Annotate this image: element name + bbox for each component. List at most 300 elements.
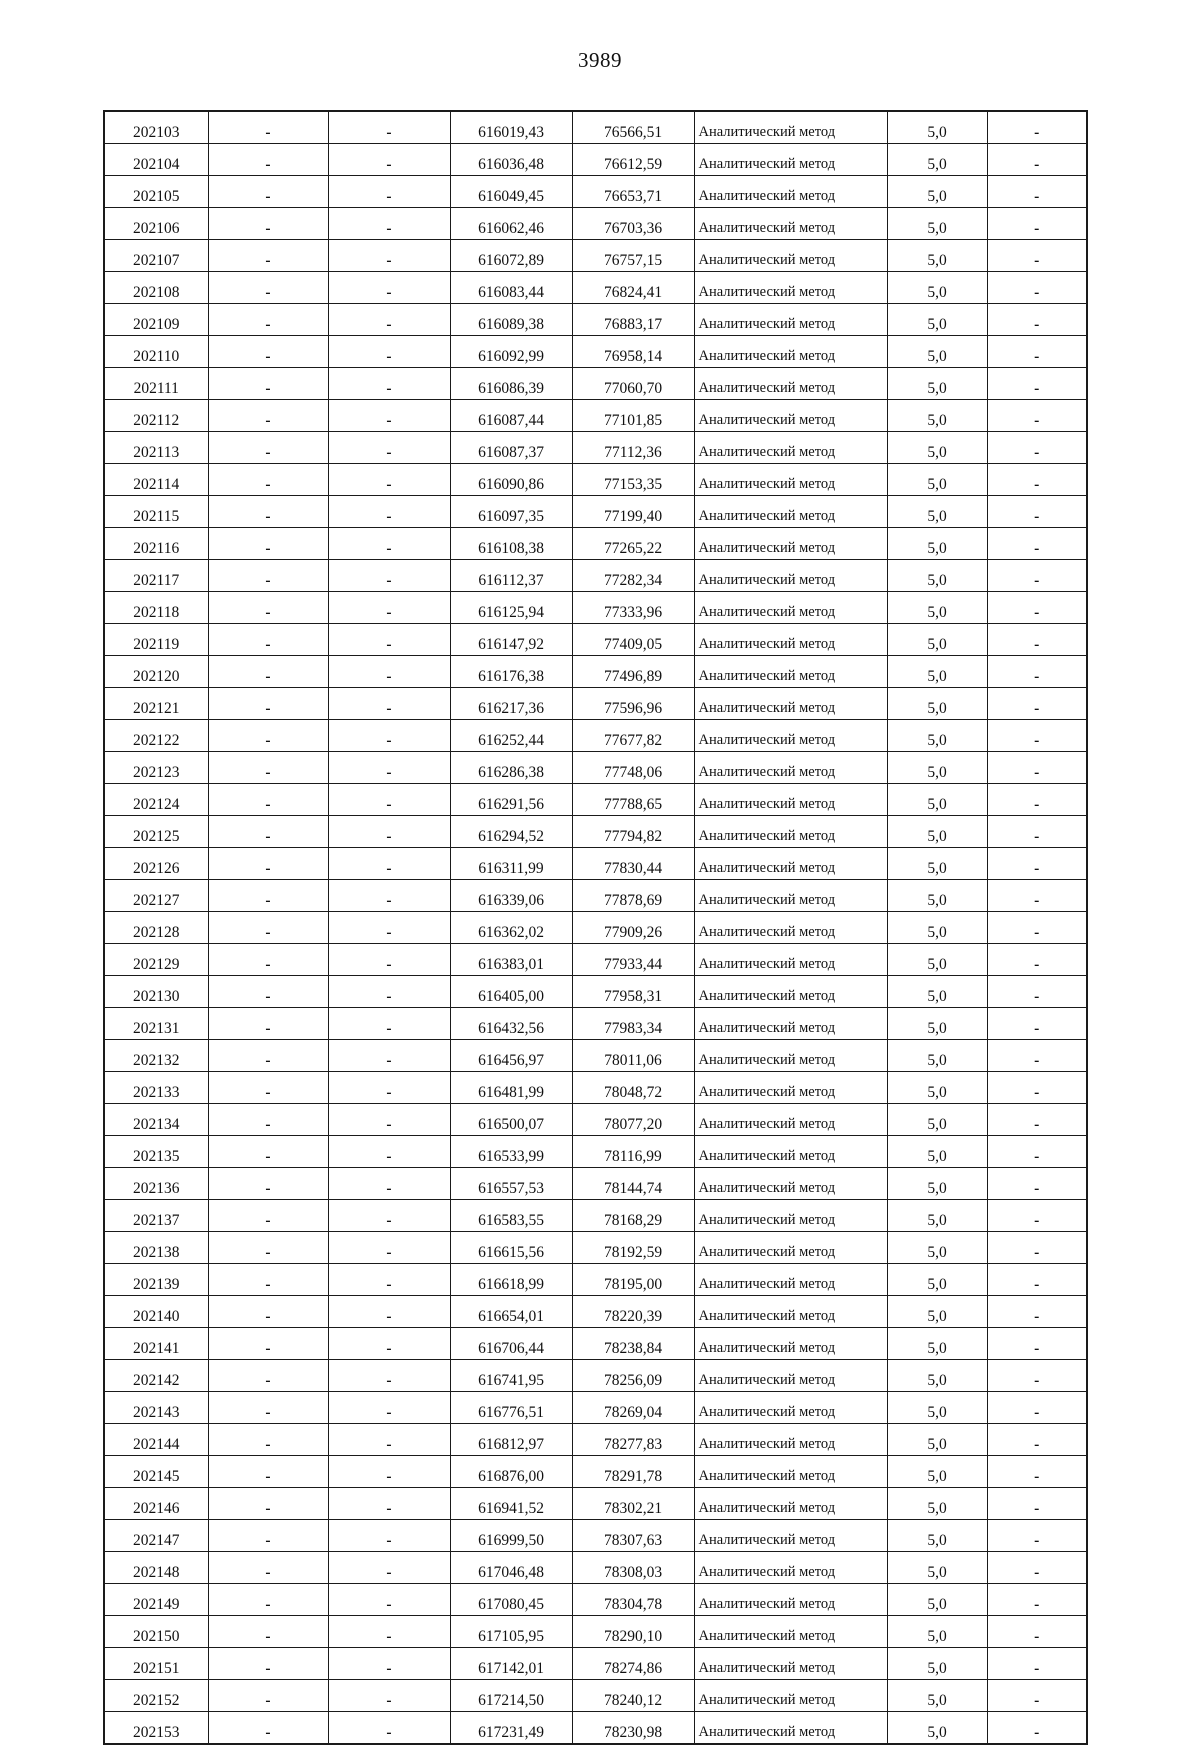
accuracy-cell: 5,0 xyxy=(887,144,987,176)
dash-cell: - xyxy=(208,432,328,464)
dash-cell: - xyxy=(208,1360,328,1392)
dash-cell: - xyxy=(987,144,1087,176)
x-coordinate-cell: 616291,56 xyxy=(450,784,572,816)
x-coordinate-cell: 616812,97 xyxy=(450,1424,572,1456)
method-cell: Аналитический метод xyxy=(694,976,887,1008)
dash-cell: - xyxy=(208,688,328,720)
dash-cell: - xyxy=(987,592,1087,624)
accuracy-cell: 5,0 xyxy=(887,816,987,848)
table-row xyxy=(104,1392,1087,1424)
y-coordinate-cell: 78230,98 xyxy=(572,1712,694,1745)
point-number-cell: 202121 xyxy=(104,688,208,720)
accuracy-cell: 5,0 xyxy=(887,560,987,592)
table-row xyxy=(104,1520,1087,1552)
point-number-cell: 202135 xyxy=(104,1136,208,1168)
table-row xyxy=(104,752,1087,784)
dash-cell: - xyxy=(328,304,450,336)
point-number-cell: 202127 xyxy=(104,880,208,912)
dash-cell: - xyxy=(987,784,1087,816)
dash-cell: - xyxy=(987,1424,1087,1456)
method-cell: Аналитический метод xyxy=(694,848,887,880)
table-row xyxy=(104,880,1087,912)
x-coordinate-cell: 616083,44 xyxy=(450,272,572,304)
accuracy-cell: 5,0 xyxy=(887,944,987,976)
method-cell: Аналитический метод xyxy=(694,720,887,752)
accuracy-cell: 5,0 xyxy=(887,1584,987,1616)
dash-cell: - xyxy=(208,1520,328,1552)
table-row xyxy=(104,1264,1087,1296)
y-coordinate-cell: 76566,51 xyxy=(572,111,694,144)
x-coordinate-cell: 616999,50 xyxy=(450,1520,572,1552)
dash-cell: - xyxy=(328,144,450,176)
dash-cell: - xyxy=(208,1264,328,1296)
dash-cell: - xyxy=(208,272,328,304)
y-coordinate-cell: 77748,06 xyxy=(572,752,694,784)
point-number-cell: 202153 xyxy=(104,1712,208,1745)
accuracy-cell: 5,0 xyxy=(887,400,987,432)
point-number-cell: 202115 xyxy=(104,496,208,528)
dash-cell: - xyxy=(987,656,1087,688)
point-number-cell: 202142 xyxy=(104,1360,208,1392)
accuracy-cell: 5,0 xyxy=(887,111,987,144)
dash-cell: - xyxy=(208,528,328,560)
dash-cell: - xyxy=(987,304,1087,336)
x-coordinate-cell: 616776,51 xyxy=(450,1392,572,1424)
y-coordinate-cell: 76653,71 xyxy=(572,176,694,208)
dash-cell: - xyxy=(987,1264,1087,1296)
dash-cell: - xyxy=(208,400,328,432)
y-coordinate-cell: 78302,21 xyxy=(572,1488,694,1520)
point-number-cell: 202145 xyxy=(104,1456,208,1488)
x-coordinate-cell: 616941,52 xyxy=(450,1488,572,1520)
x-coordinate-cell: 616557,53 xyxy=(450,1168,572,1200)
coordinates-table xyxy=(103,110,1088,1745)
y-coordinate-cell: 77060,70 xyxy=(572,368,694,400)
method-cell: Аналитический метод xyxy=(694,1136,887,1168)
x-coordinate-cell: 616049,45 xyxy=(450,176,572,208)
accuracy-cell: 5,0 xyxy=(887,368,987,400)
y-coordinate-cell: 76824,41 xyxy=(572,272,694,304)
table-row xyxy=(104,1680,1087,1712)
dash-cell: - xyxy=(328,1040,450,1072)
dash-cell: - xyxy=(328,624,450,656)
point-number-cell: 202144 xyxy=(104,1424,208,1456)
table-row xyxy=(104,1456,1087,1488)
dash-cell: - xyxy=(208,720,328,752)
point-number-cell: 202139 xyxy=(104,1264,208,1296)
x-coordinate-cell: 616583,55 xyxy=(450,1200,572,1232)
dash-cell: - xyxy=(328,1328,450,1360)
y-coordinate-cell: 77909,26 xyxy=(572,912,694,944)
method-cell: Аналитический метод xyxy=(694,272,887,304)
dash-cell: - xyxy=(987,1456,1087,1488)
point-number-cell: 202134 xyxy=(104,1104,208,1136)
y-coordinate-cell: 78274,86 xyxy=(572,1648,694,1680)
dash-cell: - xyxy=(328,752,450,784)
y-coordinate-cell: 78307,63 xyxy=(572,1520,694,1552)
table-row xyxy=(104,144,1087,176)
dash-cell: - xyxy=(328,1296,450,1328)
accuracy-cell: 5,0 xyxy=(887,1072,987,1104)
x-coordinate-cell: 617214,50 xyxy=(450,1680,572,1712)
dash-cell: - xyxy=(208,1616,328,1648)
point-number-cell: 202116 xyxy=(104,528,208,560)
point-number-cell: 202138 xyxy=(104,1232,208,1264)
dash-cell: - xyxy=(328,111,450,144)
dash-cell: - xyxy=(987,272,1087,304)
table-row xyxy=(104,1648,1087,1680)
dash-cell: - xyxy=(328,976,450,1008)
table-row xyxy=(104,944,1087,976)
dash-cell: - xyxy=(328,208,450,240)
point-number-cell: 202113 xyxy=(104,432,208,464)
dash-cell: - xyxy=(328,1168,450,1200)
dash-cell: - xyxy=(208,880,328,912)
point-number-cell: 202125 xyxy=(104,816,208,848)
y-coordinate-cell: 77496,89 xyxy=(572,656,694,688)
x-coordinate-cell: 617142,01 xyxy=(450,1648,572,1680)
y-coordinate-cell: 77983,34 xyxy=(572,1008,694,1040)
table-row xyxy=(104,1616,1087,1648)
y-coordinate-cell: 77409,05 xyxy=(572,624,694,656)
accuracy-cell: 5,0 xyxy=(887,240,987,272)
dash-cell: - xyxy=(208,1104,328,1136)
dash-cell: - xyxy=(328,1008,450,1040)
accuracy-cell: 5,0 xyxy=(887,1040,987,1072)
point-number-cell: 202109 xyxy=(104,304,208,336)
accuracy-cell: 5,0 xyxy=(887,304,987,336)
x-coordinate-cell: 616432,56 xyxy=(450,1008,572,1040)
accuracy-cell: 5,0 xyxy=(887,1136,987,1168)
accuracy-cell: 5,0 xyxy=(887,1648,987,1680)
method-cell: Аналитический метод xyxy=(694,240,887,272)
dash-cell: - xyxy=(987,1680,1087,1712)
method-cell: Аналитический метод xyxy=(694,688,887,720)
dash-cell: - xyxy=(987,240,1087,272)
dash-cell: - xyxy=(208,752,328,784)
dash-cell: - xyxy=(328,1424,450,1456)
dash-cell: - xyxy=(987,1136,1087,1168)
table-row xyxy=(104,592,1087,624)
dash-cell: - xyxy=(208,144,328,176)
dash-cell: - xyxy=(987,336,1087,368)
accuracy-cell: 5,0 xyxy=(887,1616,987,1648)
y-coordinate-cell: 78195,00 xyxy=(572,1264,694,1296)
accuracy-cell: 5,0 xyxy=(887,1232,987,1264)
y-coordinate-cell: 78238,84 xyxy=(572,1328,694,1360)
y-coordinate-cell: 77199,40 xyxy=(572,496,694,528)
x-coordinate-cell: 616706,44 xyxy=(450,1328,572,1360)
dash-cell: - xyxy=(208,624,328,656)
method-cell: Аналитический метод xyxy=(694,912,887,944)
y-coordinate-cell: 78144,74 xyxy=(572,1168,694,1200)
x-coordinate-cell: 616019,43 xyxy=(450,111,572,144)
accuracy-cell: 5,0 xyxy=(887,1520,987,1552)
accuracy-cell: 5,0 xyxy=(887,1456,987,1488)
dash-cell: - xyxy=(987,208,1087,240)
dash-cell: - xyxy=(328,464,450,496)
method-cell: Аналитический метод xyxy=(694,1616,887,1648)
method-cell: Аналитический метод xyxy=(694,496,887,528)
point-number-cell: 202148 xyxy=(104,1552,208,1584)
y-coordinate-cell: 77830,44 xyxy=(572,848,694,880)
dash-cell: - xyxy=(328,528,450,560)
dash-cell: - xyxy=(987,1296,1087,1328)
x-coordinate-cell: 616176,38 xyxy=(450,656,572,688)
x-coordinate-cell: 616217,36 xyxy=(450,688,572,720)
accuracy-cell: 5,0 xyxy=(887,528,987,560)
point-number-cell: 202126 xyxy=(104,848,208,880)
table-row xyxy=(104,1328,1087,1360)
accuracy-cell: 5,0 xyxy=(887,464,987,496)
x-coordinate-cell: 616097,35 xyxy=(450,496,572,528)
dash-cell: - xyxy=(208,1040,328,1072)
y-coordinate-cell: 78192,59 xyxy=(572,1232,694,1264)
table-row xyxy=(104,176,1087,208)
accuracy-cell: 5,0 xyxy=(887,688,987,720)
dash-cell: - xyxy=(987,1648,1087,1680)
y-coordinate-cell: 77153,35 xyxy=(572,464,694,496)
y-coordinate-cell: 78011,06 xyxy=(572,1040,694,1072)
dash-cell: - xyxy=(987,912,1087,944)
dash-cell: - xyxy=(328,656,450,688)
dash-cell: - xyxy=(328,848,450,880)
x-coordinate-cell: 616087,44 xyxy=(450,400,572,432)
table-row xyxy=(104,1584,1087,1616)
method-cell: Аналитический метод xyxy=(694,1424,887,1456)
accuracy-cell: 5,0 xyxy=(887,752,987,784)
dash-cell: - xyxy=(328,944,450,976)
method-cell: Аналитический метод xyxy=(694,1200,887,1232)
accuracy-cell: 5,0 xyxy=(887,848,987,880)
table-row xyxy=(104,1232,1087,1264)
y-coordinate-cell: 78048,72 xyxy=(572,1072,694,1104)
y-coordinate-cell: 78291,78 xyxy=(572,1456,694,1488)
x-coordinate-cell: 616092,99 xyxy=(450,336,572,368)
point-number-cell: 202123 xyxy=(104,752,208,784)
accuracy-cell: 5,0 xyxy=(887,1104,987,1136)
y-coordinate-cell: 78269,04 xyxy=(572,1392,694,1424)
dash-cell: - xyxy=(987,1200,1087,1232)
x-coordinate-cell: 616087,37 xyxy=(450,432,572,464)
method-cell: Аналитический метод xyxy=(694,1360,887,1392)
dash-cell: - xyxy=(328,720,450,752)
method-cell: Аналитический метод xyxy=(694,656,887,688)
method-cell: Аналитический метод xyxy=(694,464,887,496)
accuracy-cell: 5,0 xyxy=(887,1296,987,1328)
y-coordinate-cell: 78308,03 xyxy=(572,1552,694,1584)
dash-cell: - xyxy=(987,1008,1087,1040)
point-number-cell: 202130 xyxy=(104,976,208,1008)
dash-cell: - xyxy=(208,592,328,624)
dash-cell: - xyxy=(987,1104,1087,1136)
accuracy-cell: 5,0 xyxy=(887,1200,987,1232)
method-cell: Аналитический метод xyxy=(694,624,887,656)
accuracy-cell: 5,0 xyxy=(887,624,987,656)
method-cell: Аналитический метод xyxy=(694,1264,887,1296)
point-number-cell: 202136 xyxy=(104,1168,208,1200)
method-cell: Аналитический метод xyxy=(694,880,887,912)
dash-cell: - xyxy=(208,1488,328,1520)
point-number-cell: 202137 xyxy=(104,1200,208,1232)
dash-cell: - xyxy=(328,1104,450,1136)
x-coordinate-cell: 616062,46 xyxy=(450,208,572,240)
table-row xyxy=(104,1552,1087,1584)
method-cell: Аналитический метод xyxy=(694,336,887,368)
dash-cell: - xyxy=(328,496,450,528)
table-row xyxy=(104,464,1087,496)
table-row xyxy=(104,111,1087,144)
point-number-cell: 202117 xyxy=(104,560,208,592)
method-cell: Аналитический метод xyxy=(694,1552,887,1584)
y-coordinate-cell: 77101,85 xyxy=(572,400,694,432)
x-coordinate-cell: 616311,99 xyxy=(450,848,572,880)
method-cell: Аналитический метод xyxy=(694,592,887,624)
dash-cell: - xyxy=(328,1520,450,1552)
table-row xyxy=(104,368,1087,400)
x-coordinate-cell: 616654,01 xyxy=(450,1296,572,1328)
dash-cell: - xyxy=(987,1616,1087,1648)
x-coordinate-cell: 616481,99 xyxy=(450,1072,572,1104)
dash-cell: - xyxy=(328,240,450,272)
dash-cell: - xyxy=(987,432,1087,464)
point-number-cell: 202146 xyxy=(104,1488,208,1520)
point-number-cell: 202149 xyxy=(104,1584,208,1616)
accuracy-cell: 5,0 xyxy=(887,912,987,944)
y-coordinate-cell: 76883,17 xyxy=(572,304,694,336)
method-cell: Аналитический метод xyxy=(694,1168,887,1200)
dash-cell: - xyxy=(328,1552,450,1584)
accuracy-cell: 5,0 xyxy=(887,432,987,464)
dash-cell: - xyxy=(987,720,1087,752)
y-coordinate-cell: 77933,44 xyxy=(572,944,694,976)
dash-cell: - xyxy=(328,176,450,208)
dash-cell: - xyxy=(208,656,328,688)
dash-cell: - xyxy=(208,1584,328,1616)
accuracy-cell: 5,0 xyxy=(887,1424,987,1456)
method-cell: Аналитический метод xyxy=(694,400,887,432)
point-number-cell: 202103 xyxy=(104,111,208,144)
accuracy-cell: 5,0 xyxy=(887,1552,987,1584)
dash-cell: - xyxy=(987,624,1087,656)
dash-cell: - xyxy=(208,1424,328,1456)
accuracy-cell: 5,0 xyxy=(887,336,987,368)
table-row xyxy=(104,304,1087,336)
table-row xyxy=(104,1008,1087,1040)
point-number-cell: 202107 xyxy=(104,240,208,272)
table-row xyxy=(104,1200,1087,1232)
dash-cell: - xyxy=(987,1072,1087,1104)
dash-cell: - xyxy=(987,1168,1087,1200)
table-row xyxy=(104,560,1087,592)
y-coordinate-cell: 77794,82 xyxy=(572,816,694,848)
dash-cell: - xyxy=(328,432,450,464)
dash-cell: - xyxy=(208,1328,328,1360)
dash-cell: - xyxy=(208,1200,328,1232)
method-cell: Аналитический метод xyxy=(694,1648,887,1680)
dash-cell: - xyxy=(987,1360,1087,1392)
dash-cell: - xyxy=(208,336,328,368)
method-cell: Аналитический метод xyxy=(694,1488,887,1520)
dash-cell: - xyxy=(987,976,1087,1008)
method-cell: Аналитический метод xyxy=(694,1104,887,1136)
y-coordinate-cell: 77596,96 xyxy=(572,688,694,720)
table-row xyxy=(104,240,1087,272)
accuracy-cell: 5,0 xyxy=(887,880,987,912)
y-coordinate-cell: 78240,12 xyxy=(572,1680,694,1712)
table-row xyxy=(104,784,1087,816)
method-cell: Аналитический метод xyxy=(694,528,887,560)
x-coordinate-cell: 616383,01 xyxy=(450,944,572,976)
dash-cell: - xyxy=(208,1680,328,1712)
dash-cell: - xyxy=(987,1520,1087,1552)
accuracy-cell: 5,0 xyxy=(887,592,987,624)
point-number-cell: 202105 xyxy=(104,176,208,208)
table-row xyxy=(104,1104,1087,1136)
method-cell: Аналитический метод xyxy=(694,784,887,816)
method-cell: Аналитический метод xyxy=(694,1392,887,1424)
point-number-cell: 202119 xyxy=(104,624,208,656)
method-cell: Аналитический метод xyxy=(694,111,887,144)
table-row xyxy=(104,400,1087,432)
dash-cell: - xyxy=(208,304,328,336)
y-coordinate-cell: 78304,78 xyxy=(572,1584,694,1616)
y-coordinate-cell: 77282,34 xyxy=(572,560,694,592)
table-row xyxy=(104,1136,1087,1168)
dash-cell: - xyxy=(987,528,1087,560)
x-coordinate-cell: 616086,39 xyxy=(450,368,572,400)
dash-cell: - xyxy=(328,1712,450,1745)
x-coordinate-cell: 616533,99 xyxy=(450,1136,572,1168)
dash-cell: - xyxy=(987,1552,1087,1584)
table-row xyxy=(104,1424,1087,1456)
dash-cell: - xyxy=(208,944,328,976)
dash-cell: - xyxy=(208,784,328,816)
method-cell: Аналитический метод xyxy=(694,368,887,400)
accuracy-cell: 5,0 xyxy=(887,496,987,528)
dash-cell: - xyxy=(208,176,328,208)
dash-cell: - xyxy=(328,1264,450,1296)
accuracy-cell: 5,0 xyxy=(887,1360,987,1392)
table-row xyxy=(104,1072,1087,1104)
accuracy-cell: 5,0 xyxy=(887,1008,987,1040)
point-number-cell: 202111 xyxy=(104,368,208,400)
dash-cell: - xyxy=(987,944,1087,976)
dash-cell: - xyxy=(987,816,1087,848)
dash-cell: - xyxy=(328,880,450,912)
dash-cell: - xyxy=(987,848,1087,880)
point-number-cell: 202141 xyxy=(104,1328,208,1360)
accuracy-cell: 5,0 xyxy=(887,1488,987,1520)
x-coordinate-cell: 616615,56 xyxy=(450,1232,572,1264)
method-cell: Аналитический метод xyxy=(694,752,887,784)
y-coordinate-cell: 78220,39 xyxy=(572,1296,694,1328)
method-cell: Аналитический метод xyxy=(694,1008,887,1040)
table-row xyxy=(104,1488,1087,1520)
dash-cell: - xyxy=(208,1456,328,1488)
x-coordinate-cell: 616456,97 xyxy=(450,1040,572,1072)
point-number-cell: 202120 xyxy=(104,656,208,688)
table-row xyxy=(104,1168,1087,1200)
point-number-cell: 202131 xyxy=(104,1008,208,1040)
y-coordinate-cell: 78116,99 xyxy=(572,1136,694,1168)
x-coordinate-cell: 616294,52 xyxy=(450,816,572,848)
dash-cell: - xyxy=(987,1584,1087,1616)
dash-cell: - xyxy=(328,1360,450,1392)
x-coordinate-cell: 617046,48 xyxy=(450,1552,572,1584)
y-coordinate-cell: 77788,65 xyxy=(572,784,694,816)
table-row xyxy=(104,976,1087,1008)
